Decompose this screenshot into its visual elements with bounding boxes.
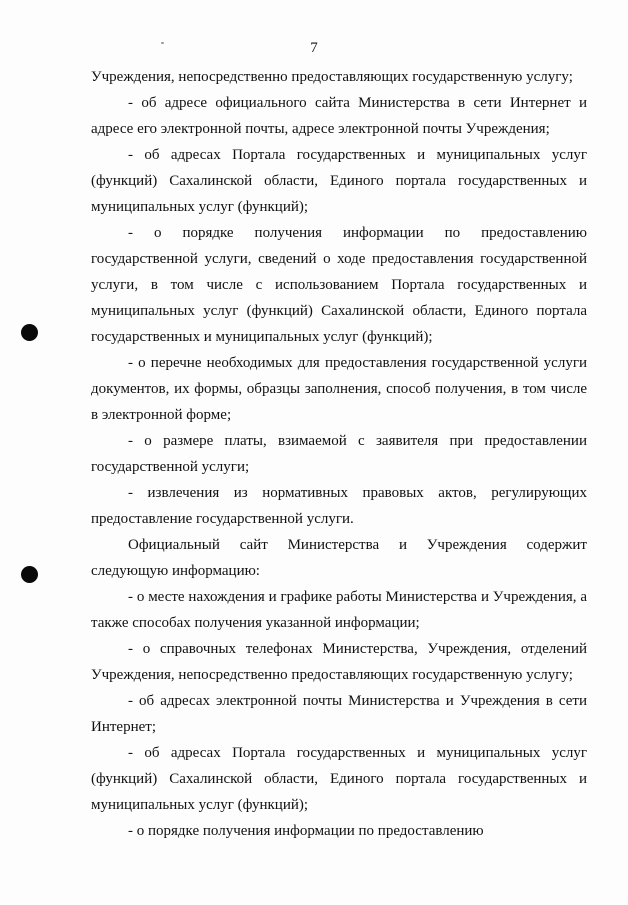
paragraph-phones: - о справочных телефонах Министерства, Учреждения, отделений Учреждения, непосредственно предоставляющих государственную услугу; xyxy=(91,641,587,683)
paragraph-legal-extracts: - извлечения из нормативных правовых актов, регулирующих предоставление государственной услуги. xyxy=(91,485,587,527)
paragraph-site-contents-intro: Официальный сайт Министерства и Учреждения содержит следующую информацию: xyxy=(91,537,587,579)
paragraph-portal-addresses: - об адресах Портала государственных и муниципальных услуг (функций) Сахалинской области, Единого портала государственных и муниципальных услуг (функций); xyxy=(91,147,587,215)
paragraph-fee: - о размере платы, взимаемой с заявителя при предоставлении государственной услуги; xyxy=(91,433,587,475)
paragraph-continuation: Учреждения, непосредственно предоставляющих государственную услугу; xyxy=(91,69,573,85)
paragraph-website-email: - об адресе официального сайта Министерства в сети Интернет и адресе его электронной почты, адресе электронной почты Учреждения; xyxy=(91,95,587,137)
punch-hole-mark xyxy=(21,566,38,583)
paragraph-location-schedule: - о месте нахождения и графике работы Министерства и Учреждения, а также способах получения указанной информации; xyxy=(91,589,587,631)
punch-hole-mark xyxy=(21,324,38,341)
paragraph-info-procedure: - о порядке получения информации по предоставлению государственной услуги, сведений о ходе предоставления государственной услуги, в том числе с использованием Портала государственных и муниципальных услуг (функций) Сахалинской области, Единого портала государственных и муниципальных услуг (функций); xyxy=(91,225,587,345)
page-number: 7 xyxy=(310,40,318,56)
document-body xyxy=(91,64,587,844)
paragraph-documents-list: - о перечне необходимых для предоставления государственной услуги документов, их формы, образцы заполнения, способ получения, в том числе в электронной форме; xyxy=(91,355,587,423)
paragraph-email-addresses: - об адресах электронной почты Министерства и Учреждения в сети Интернет; xyxy=(91,693,587,735)
paragraph-info-procedure-2: - о порядке получения информации по предоставлению xyxy=(128,823,484,839)
paragraph-portal-addresses-2: - об адресах Портала государственных и муниципальных услуг (функций) Сахалинской области, Единого портала государственных и муниципальных услуг (функций); xyxy=(91,745,587,813)
